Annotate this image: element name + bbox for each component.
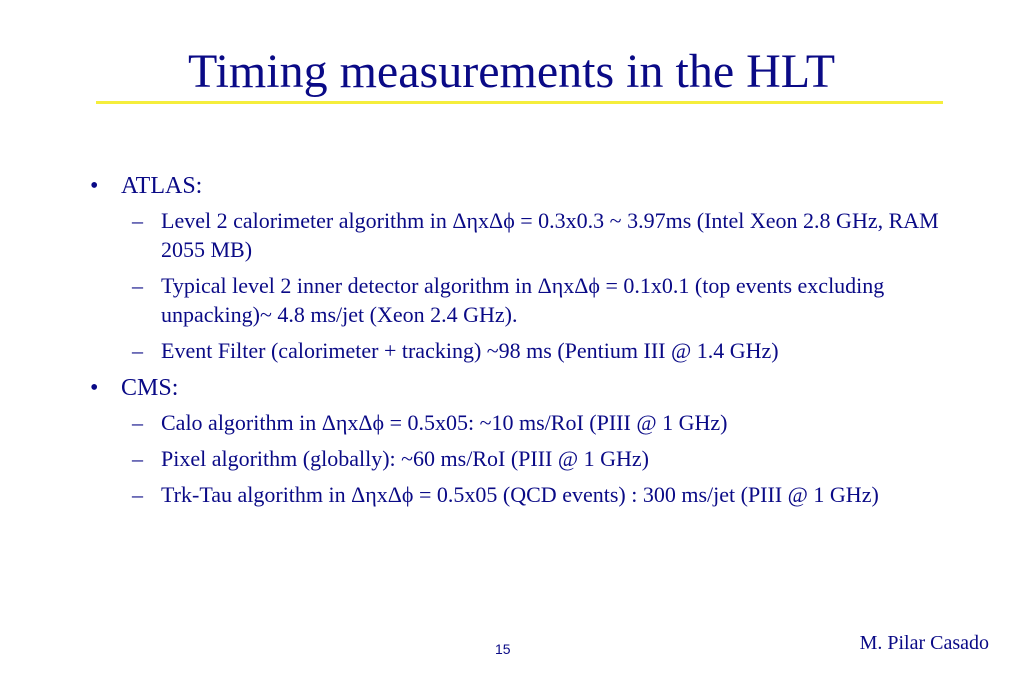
sub-item-text: Pixel algorithm (globally): ~60 ms/RoI (PIII @ 1 GHz) [161,446,649,471]
dash-marker: – [132,482,143,507]
bullet-cms [0,372,1023,509]
dash-marker: – [132,208,143,233]
bullet-list [0,170,1023,516]
bullet-text: ATLAS: [121,173,203,199]
sub-item-text: Trk-Tau algorithm in ΔηxΔϕ = 0.5x05 (QCD events) : 300 ms/jet (PIII @ 1 GHz) [161,482,879,507]
title-underline [96,101,943,104]
sub-item-event-filter [0,336,951,365]
dash-marker: – [132,410,143,435]
sub-item-level2-calorimeter [0,206,951,264]
sub-item-calo-algorithm [0,408,951,437]
sub-item-level2-inner-detector [0,271,951,329]
bullet-marker: • [90,375,99,401]
sub-item-text: Level 2 calorimeter algorithm in ΔηxΔϕ = 0.3x0.3 ~ 3.97ms (Intel Xeon 2.8 GHz, RAM 2055 MB) [161,208,939,262]
bullet-atlas [0,170,1023,365]
sub-item-pixel-algorithm [0,444,951,473]
sub-list-atlas [121,206,1023,365]
bullet-marker: • [90,173,99,199]
sub-item-trk-tau-algorithm [0,480,951,509]
dash-marker: – [132,273,143,298]
slide-title: Timing measurements in the HLT [187,45,836,98]
sub-item-text: Typical level 2 inner detector algorithm in ΔηxΔϕ = 0.1x0.1 (top events excluding unpacking)~ 4.8 ms/jet (Xeon 2.4 GHz). [161,273,885,327]
dash-marker: – [132,446,143,471]
author-name: M. Pilar Casado [859,632,989,654]
sub-item-text: Calo algorithm in ΔηxΔϕ = 0.5x05: ~10 ms/RoI (PIII @ 1 GHz) [161,410,728,435]
dash-marker: – [132,338,143,363]
bullet-text: CMS: [121,375,179,401]
sub-list-cms [121,408,1023,509]
sub-item-text: Event Filter (calorimeter + tracking) ~98 ms (Pentium III @ 1.4 GHz) [161,338,779,363]
page-number: 15 [495,641,511,657]
